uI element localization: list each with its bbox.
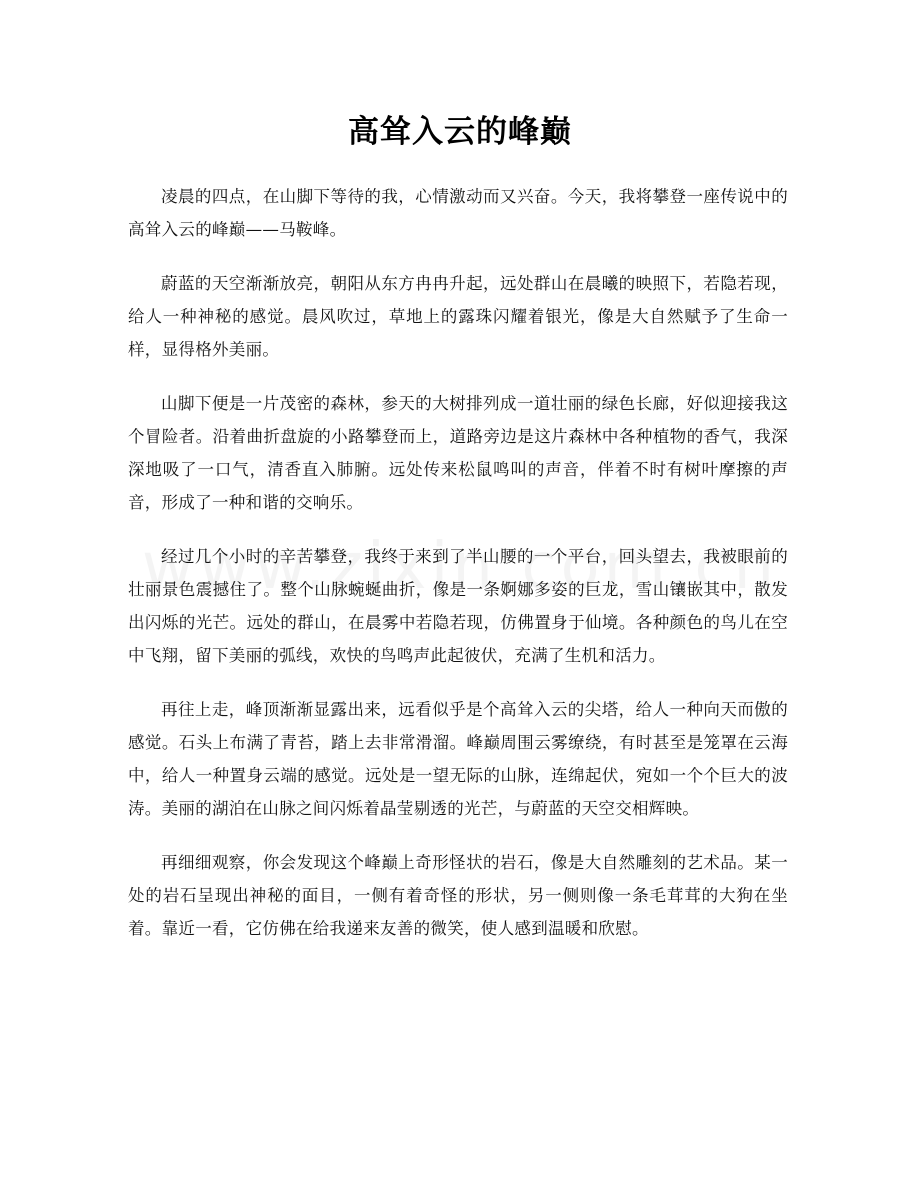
article-body [128, 180, 788, 966]
paragraph-1: 凌晨的四点，在山脚下等待的我，心情激动而又兴奋。今天，我将攀登一座传说中的高耸入云的峰巅——马鞍峰。 [128, 187, 788, 239]
page-title: 高耸入云的峰巅 [348, 114, 572, 150]
paragraph-4: 经过几个小时的辛苦攀登，我终于来到了半山腰的一个平台，回头望去，我被眼前的壮丽景色震撼住了。整个山脉蜿蜒曲折，像是一条婀娜多姿的巨龙，雪山镶嵌其中，散发出闪烁的光芒。远处的群山，在晨雾中若隐若现，仿佛置身于仙境。各种颜色的鸟儿在空中飞翔，留下美丽的弧线，欢快的鸟鸣声此起彼伏，充满了生机和活力。 [128, 547, 788, 665]
paragraph-5: 再往上走，峰顶渐渐显露出来，远看似乎是个高耸入云的尖塔，给人一种向天而傲的感觉。石头上布满了青苔，踏上去非常滑溜。峰巅周围云雾缭绕，有时甚至是笼罩在云海中，给人一种置身云端的感觉。远处是一望无际的山脉，连绵起伏，宛如一个个巨大的波涛。美丽的湖泊在山脉之间闪烁着晶莹剔透的光芒，与蔚蓝的天空交相辉映。 [128, 700, 788, 818]
paragraph-3: 山脚下便是一片茂密的森林，参天的大树排列成一道壮丽的绿色长廊，好似迎接我这个冒险者。沿着曲折盘旋的小路攀登而上，道路旁边是这片森林中各种植物的香气，我深深地吸了一口气，清香直入肺腑。远处传来松鼠鸣叫的声音，伴着不时有树叶摩擦的声音，形成了一种和谐的交响乐。 [128, 394, 788, 512]
paragraph-6: 再细细观察，你会发现这个峰巅上奇形怪状的岩石，像是大自然雕刻的艺术品。某一处的岩石呈现出神秘的面目，一侧有着奇怪的形状，另一侧则像一条毛茸茸的大狗在坐着。靠近一看，它仿佛在给我递来友善的微笑，使人感到温暖和欣慰。 [128, 853, 788, 938]
paragraph-2: 蔚蓝的天空渐渐放亮，朝阳从东方冉冉升起，远处群山在晨曦的映照下，若隐若现，给人一种神秘的感觉。晨风吹过，草地上的露珠闪耀着银光，像是大自然赋予了生命一样，显得格外美丽。 [128, 274, 788, 359]
